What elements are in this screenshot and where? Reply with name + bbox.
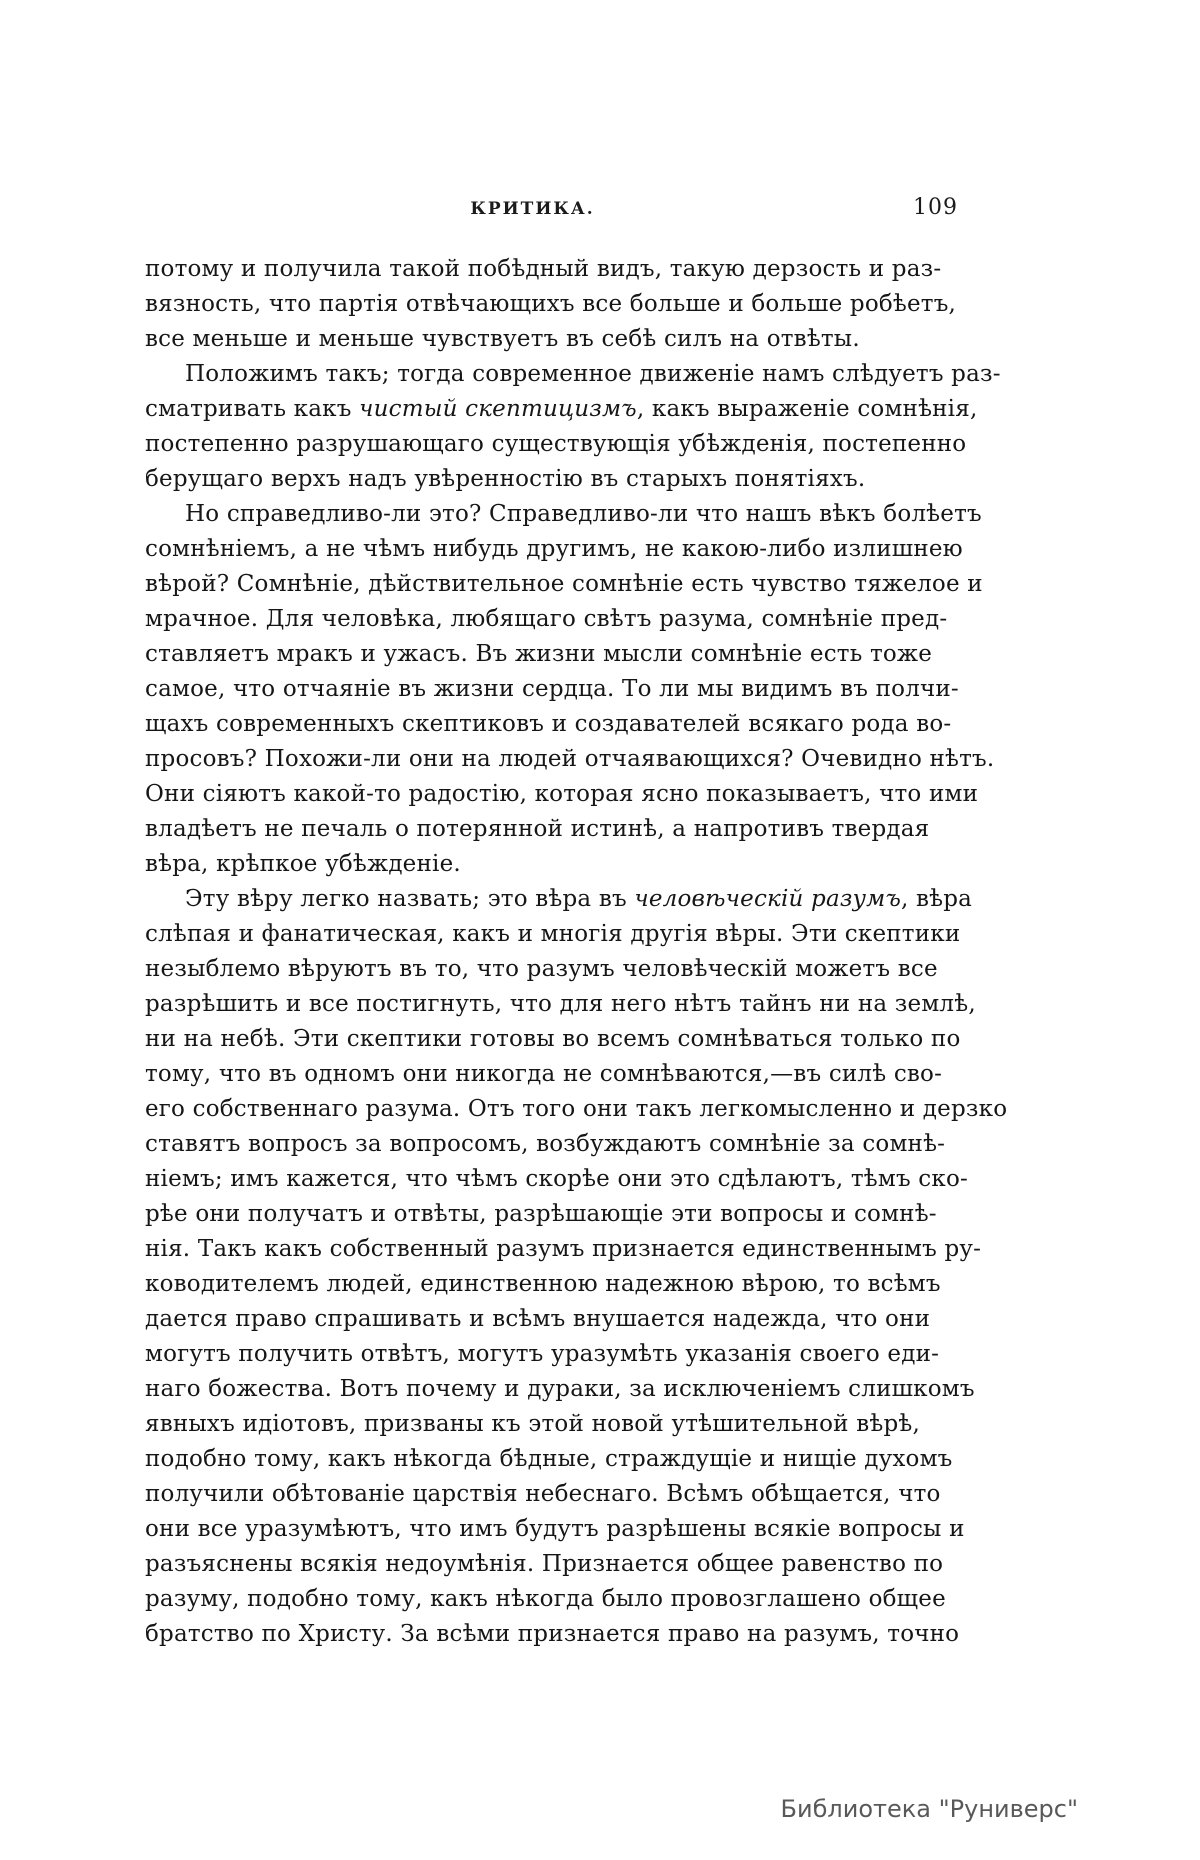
text-line [145,1092,1008,1127]
text-line [145,1477,941,1512]
paragraph [145,357,1001,497]
text-line [145,357,1001,392]
text-segment: разъяснены всякія недоумѣнія. Признается общее равенство по [145,1551,944,1577]
text-segment: нія. Такъ какъ собственный разумъ признается единственнымъ ру- [145,1236,982,1262]
text-segment: подобно тому, какъ нѣкогда бѣдные, страждущіе и нищіе духомъ [145,1446,953,1472]
text-segment: постепенно разрушающаго существующія убѣжденія, постепенно [145,431,967,457]
text-line [145,1547,944,1582]
text-segment: дается право спрашивать и всѣмъ внушается надежда, что они [145,1306,931,1332]
italic-text-segment: чистый скептицизмъ [359,396,637,422]
text-line [145,917,961,952]
text-line [145,1582,946,1617]
text-line [145,1372,975,1407]
text-segment: явныхъ идіотовъ, призваны къ этой новой утѣшительной вѣрѣ, [145,1411,920,1437]
text-segment: рѣе они получатъ и отвѣты, разрѣшающіе эти вопросы и сомнѣ- [145,1201,937,1227]
text-segment: они все уразумѣютъ, что имъ будутъ разрѣшены всякіе вопросы и [145,1516,965,1542]
text-line [145,1162,968,1197]
text-segment: могутъ получить отвѣтъ, могутъ уразумѣть указанія своего еди- [145,1341,940,1367]
library-watermark: Библиотека "Руниверс" [780,1795,1078,1823]
text-segment: его собственнаго разума. Отъ того они такъ легкомысленно и дерзко [145,1096,1008,1122]
paragraph [145,252,957,357]
text-segment: берущаго верхъ надъ увѣренностію въ старыхъ понятіяхъ. [145,466,866,492]
text-segment: тому, что въ одномъ они никогда не сомнѣваются,—въ силѣ сво- [145,1061,943,1087]
text-line [145,1407,920,1442]
text-segment: просовъ? Похожи-ли они на людей отчаявающихся? Очевидно нѣтъ. [145,746,995,772]
text-segment: все меньше и меньше чувствуетъ въ себѣ силъ на отвѣты. [145,326,860,352]
page-number: 109 [913,195,958,220]
text-line [145,287,957,322]
text-line [145,532,963,567]
paragraph [145,497,995,882]
text-line [145,637,933,672]
text-line [145,392,978,427]
text-line [145,1617,960,1652]
text-segment: самое, что отчаяніе въ жизни сердца. То ли мы видимъ въ полчи- [145,676,959,702]
text-line [145,322,920,357]
italic-text-segment: человѣческій разумъ [634,886,901,912]
text-segment: получили обѣтованіе царствія небеснаго. Всѣмъ обѣщается, что [145,1481,941,1507]
text-segment: вязность, что партія отвѣчающихъ все больше и больше робѣетъ, [145,291,957,317]
paragraph [145,882,1008,1652]
text-segment: сматривать какъ [145,396,360,422]
text-segment: Но справедливо-ли это? Справедливо-ли что нашъ вѣкъ болѣетъ [185,501,982,527]
text-segment: вѣра, крѣпкое убѣжденіе. [145,851,461,877]
page-body [145,252,1008,1652]
text-segment: потому и получила такой побѣдный видъ, такую дерзость и раз- [145,256,942,282]
running-header-title: КРИТИКА. [470,199,595,219]
text-line [145,1302,931,1337]
text-segment: Они сіяютъ какой-то радостію, которая ясно показываетъ, что ими [145,781,979,807]
text-line [145,1022,961,1057]
text-line [145,1512,965,1547]
text-line [145,952,938,987]
running-header [145,195,958,229]
text-segment: , вѣра [900,886,973,912]
text-line [145,1197,937,1232]
text-segment: наго божества. Вотъ почему и дураки, за исключеніемъ слишкомъ [145,1376,975,1402]
text-segment: вѣрой? Сомнѣніе, дѣйствительное сомнѣніе есть чувство тяжелое и [145,571,983,597]
text-segment: ставляетъ мракъ и ужасъ. Въ жизни мысли сомнѣніе есть тоже [145,641,933,667]
text-line [145,812,930,847]
text-line [145,1442,953,1477]
text-segment: сомнѣніемъ, а не чѣмъ нибудь другимъ, не какою-либо излишнею [145,536,963,562]
text-line [145,847,920,882]
text-segment: мрачное. Для человѣка, любящаго свѣтъ разума, сомнѣніе пред- [145,606,948,632]
text-segment: ни на небѣ. Эти скептики готовы во всемъ сомнѣваться только по [145,1026,961,1052]
text-segment: ставятъ вопросъ за вопросомъ, возбуждаютъ сомнѣніе за сомнѣ- [145,1131,946,1157]
text-line [145,882,973,917]
text-segment: щахъ современныхъ скептиковъ и создавателей всякаго рода во- [145,711,952,737]
text-segment: , какъ выраженіе сомнѣнія, [636,396,978,422]
text-segment: разуму, подобно тому, какъ нѣкогда было провозглашено общее [145,1586,946,1612]
text-line [145,1267,941,1302]
text-line [145,252,942,287]
text-segment: слѣпая и фанатическая, какъ и многія другія вѣры. Эти скептики [145,921,961,947]
text-line [145,987,976,1022]
text-line [145,497,982,532]
text-segment: ніемъ; имъ кажется, что чѣмъ скорѣе они это сдѣлаютъ, тѣмъ ско- [145,1166,968,1192]
text-line [145,1337,940,1372]
text-segment: владѣетъ не печаль о потерянной истинѣ, а напротивъ твердая [145,816,930,842]
text-line [145,707,952,742]
text-segment: незыблемо вѣруютъ въ то, что разумъ человѣческій можетъ все [145,956,938,982]
text-line [145,672,959,707]
text-line [145,742,995,777]
text-segment: разрѣшить и все постигнуть, что для него нѣтъ тайнъ ни на землѣ, [145,991,976,1017]
text-line [145,567,983,602]
text-segment: Положимъ такъ; тогда современное движеніе намъ слѣдуетъ раз- [185,361,1001,387]
text-line [145,462,920,497]
text-line [145,1232,982,1267]
text-line [145,427,967,462]
text-line [145,1057,943,1092]
text-segment: Эту вѣру легко назвать; это вѣра въ [185,886,635,912]
text-segment: братство по Христу. За всѣми признается право на разумъ, точно [145,1621,960,1647]
text-line [145,602,948,637]
text-line [145,777,979,812]
text-line [145,1127,946,1162]
text-segment: ководителемъ людей, единственною надежною вѣрою, то всѣмъ [145,1271,941,1297]
